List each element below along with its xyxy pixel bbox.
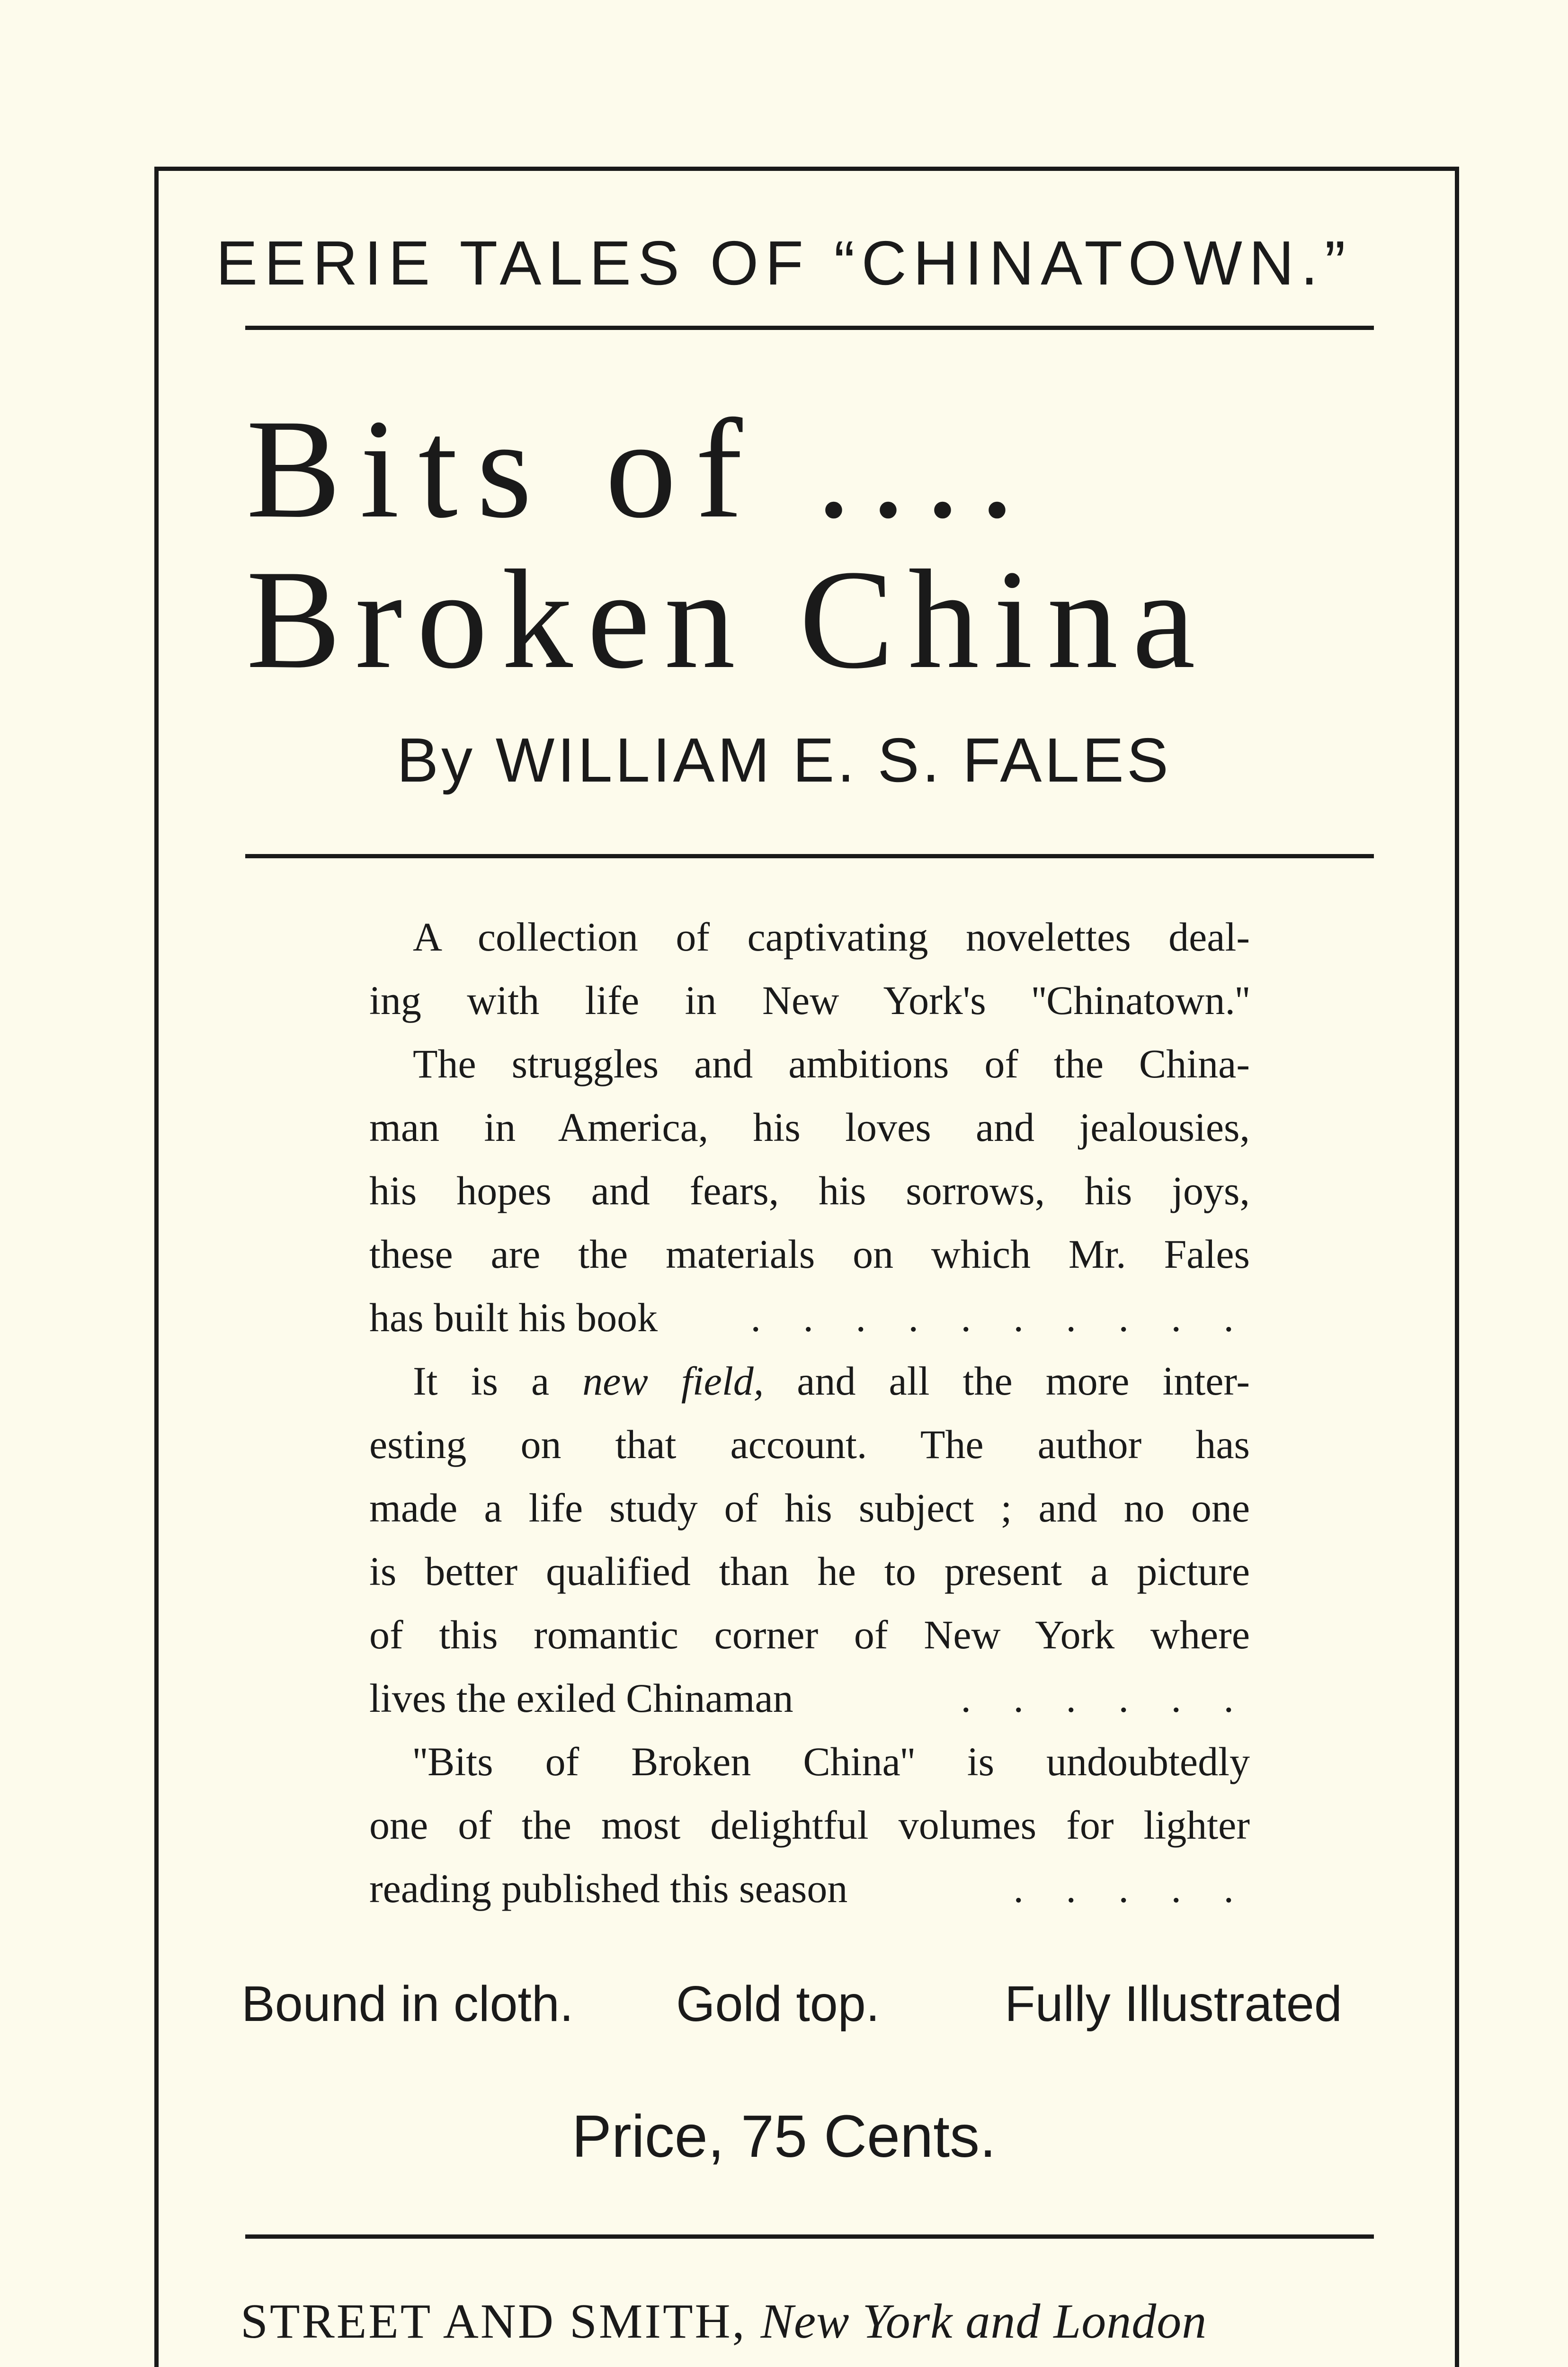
bottom-rule	[245, 2234, 1374, 2239]
leader-dots: . . . . . . . . . .	[750, 1295, 1250, 1340]
description-text: and all the more inter-	[764, 1358, 1250, 1404]
description-line: made a life study of his subject ; and no one	[369, 1485, 1250, 1531]
middle-rule	[245, 854, 1374, 858]
description-line: The struggles and ambitions of the China-	[413, 1041, 1250, 1086]
title-line-2: Broken China	[246, 541, 1210, 698]
description-line: is better qualified than he to present a picture	[369, 1548, 1250, 1594]
leader-dots: . . . . .	[1013, 1866, 1250, 1911]
author-byline: By WILLIAM E. S. FALES	[397, 725, 1171, 795]
description-line: A collection of captivating novelettes deal-	[413, 914, 1250, 960]
description-line: ing with life in New York's ''Chinatown.''	[369, 978, 1250, 1023]
title-line-1: Bits of ....	[246, 390, 1034, 547]
publisher-line	[241, 2294, 1207, 2349]
description-line: of this romantic corner of New York where	[369, 1612, 1250, 1657]
description-line	[369, 1349, 1250, 1413]
description-line: these are the materials on which Mr. Fales	[369, 1231, 1250, 1277]
emphasis-text: new field,	[582, 1358, 764, 1404]
description-line: esting on that account. The author has	[369, 1422, 1250, 1467]
description-line	[369, 1857, 1250, 1920]
description-line: ''Bits of Broken China'' is undoubtedly	[413, 1739, 1250, 1784]
price-text: Price, 75 Cents.	[571, 2103, 997, 2170]
description-line	[369, 1666, 1250, 1730]
description-line: one of the most delightful volumes for lighter	[369, 1802, 1250, 1848]
description-line	[369, 1286, 1250, 1349]
top-feature: Gold top.	[676, 1976, 880, 2032]
illustrated-feature: Fully Illustrated	[1005, 1976, 1342, 2032]
description-block	[369, 905, 1250, 1920]
description-line: man in America, his loves and jealousies,	[369, 1104, 1250, 1150]
description-text: lives the exiled Chinaman	[369, 1675, 793, 1721]
series-heading: EERIE TALES OF “CHINATOWN.”	[216, 228, 1352, 298]
description-text: It is a	[413, 1358, 583, 1404]
top-rule	[245, 326, 1374, 330]
binding-feature: Bound in cloth.	[241, 1976, 574, 2032]
publisher-name: STREET AND SMITH,	[241, 2294, 747, 2349]
description-text: reading published this season	[369, 1866, 848, 1911]
leader-dots: . . . . . .	[961, 1675, 1250, 1721]
description-text: has built his book	[369, 1295, 658, 1340]
publisher-location: New York and London	[760, 2294, 1207, 2349]
description-line: his hopes and fears, his sorrows, his joys,	[369, 1168, 1250, 1213]
